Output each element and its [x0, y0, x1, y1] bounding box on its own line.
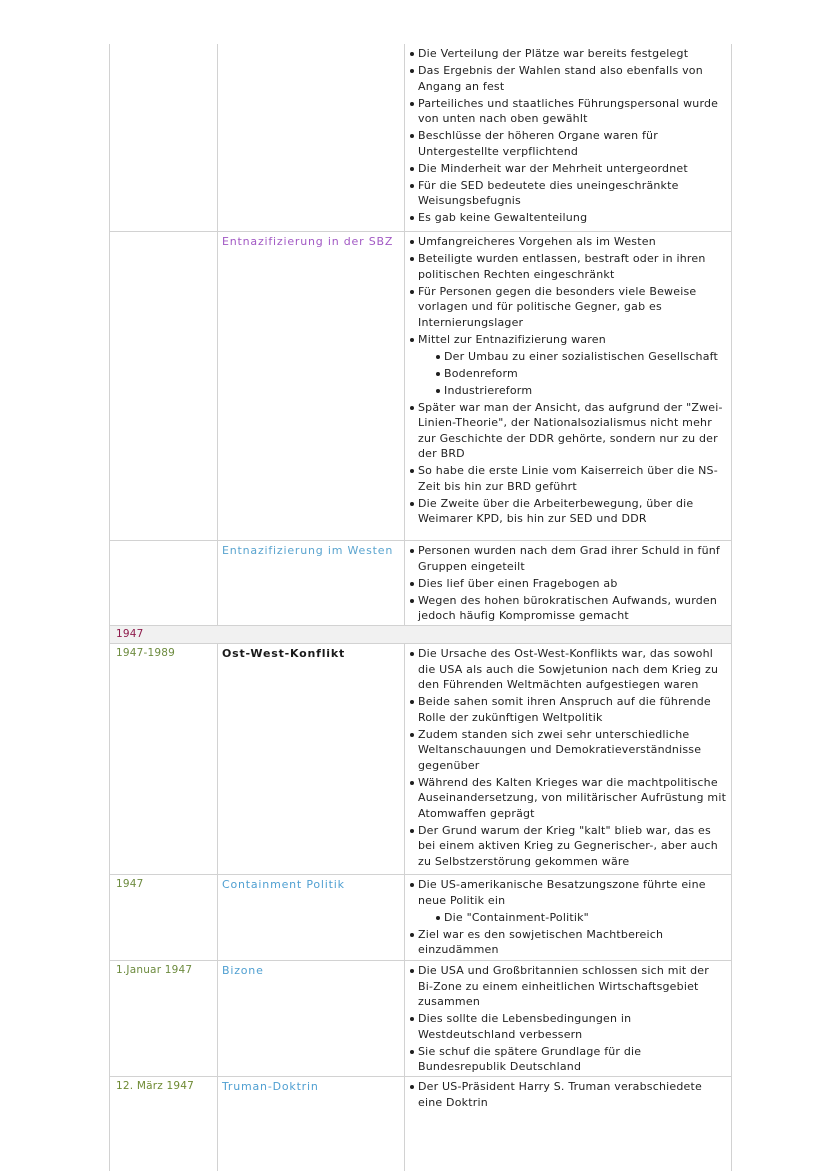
content-cell [405, 44, 731, 231]
sub-list-item: Der Umbau zu einer sozialistischen Gesellschaft [435, 349, 727, 365]
sub-list-item: Die "Containment-Politik" [435, 910, 727, 926]
content-cell [405, 1077, 731, 1171]
table-row [110, 643, 731, 874]
list-item: Dies lief über einen Fragebogen ab [409, 576, 727, 592]
topic-cell [218, 644, 403, 874]
list-item: Dies sollte die Lebensbedingungen in Westdeutschland verbessern [409, 1011, 727, 1042]
sub-list-item: Industriereform [435, 383, 727, 399]
bullet-list [409, 1079, 727, 1110]
date-label: 1947 [116, 878, 144, 890]
bullet-list [409, 646, 727, 869]
content-cell [405, 961, 731, 1076]
list-item: Beteiligte wurden entlassen, bestraft oder in ihren politischen Rechten eingeschränkt [409, 251, 727, 282]
bullet-list [409, 543, 727, 624]
content-cell [405, 875, 731, 960]
list-item: Für die SED bedeutete dies uneingeschränkte Weisungsbefugnis [409, 178, 727, 209]
list-item: Zudem standen sich zwei sehr unterschiedliche Weltanschauungen und Demokratieverständnisse gegenüber [409, 727, 727, 774]
table-row [110, 231, 731, 540]
date-label: 1.Januar 1947 [116, 964, 193, 976]
list-item: Die Verteilung der Plätze war bereits festgelegt [409, 46, 727, 62]
list-item: Die Ursache des Ost-West-Konflikts war, das sowohl die USA als auch die Sowjetunion nach dem Krieg zu den Führenden Weltmächten aufgestiegen waren [409, 646, 727, 693]
list-item: Beide sahen somit ihren Anspruch auf die führende Rolle der zukünftigen Weltpolitik [409, 694, 727, 725]
topic-cell [218, 875, 403, 960]
bullet-list [409, 877, 727, 958]
topic-label: Bizone [222, 964, 264, 977]
list-item: Der US-Präsident Harry S. Truman verabschiedete eine Doktrin [409, 1079, 727, 1110]
date-label: 12. März 1947 [116, 1080, 195, 1092]
topic-label: Entnazifizierung in der SBZ [222, 235, 394, 248]
table-row [110, 540, 731, 625]
list-item: Umfangreicheres Vorgehen als im Westen [409, 234, 727, 250]
list-item: Mittel zur Entnazifizierung waren [409, 332, 727, 348]
table-row [110, 1076, 731, 1171]
topic-cell [218, 1077, 403, 1171]
list-item: Personen wurden nach dem Grad ihrer Schuld in fünf Gruppen eingeteilt [409, 543, 727, 574]
year-label: 1947 [116, 628, 144, 640]
list-item: Die US-amerikanische Besatzungszone führte eine neue Politik ein [409, 877, 727, 908]
list-item: Später war man der Ansicht, das aufgrund der "Zwei-Linien-Theorie", der Nationalsozialismus nicht mehr zur Geschichte der DDR gehörte, sondern nur zu der der BRD [409, 400, 727, 462]
topic-label: Entnazifizierung im Westen [222, 544, 394, 557]
list-item: Es gab keine Gewaltenteilung [409, 210, 727, 226]
list-item: Sie schuf die spätere Grundlage für die Bundesrepublik Deutschland [409, 1044, 727, 1075]
list-item: Das Ergebnis der Wahlen stand also ebenfalls von Angang an fest [409, 63, 727, 94]
topic-label: Truman-Doktrin [222, 1080, 319, 1093]
list-item: Beschlüsse der höheren Organe waren für Untergestellte verpflichtend [409, 128, 727, 159]
content-cell [405, 541, 731, 625]
topic-label: Ost-West-Konflikt [222, 647, 346, 660]
bullet-list [409, 46, 727, 226]
table-row [110, 44, 731, 231]
table-row [110, 874, 731, 960]
list-item: Für Personen gegen die besonders viele Beweise vorlagen und für politische Gegner, gab es Internierungslager [409, 284, 727, 331]
table-row [110, 960, 731, 1076]
topic-cell [218, 961, 403, 1076]
sub-list-item: Bodenreform [435, 366, 727, 382]
year-header-row [110, 625, 731, 643]
list-item: Die Minderheit war der Mehrheit untergeordnet [409, 161, 727, 177]
content-cell [405, 644, 731, 874]
topic-cell [218, 232, 403, 540]
bullet-list [409, 963, 727, 1075]
list-item: Die Zweite über die Arbeiterbewegung, über die Weimarer KPD, bis hin zur SED und DDR [409, 496, 727, 527]
list-item: Parteiliches und staatliches Führungspersonal wurde von unten nach oben gewählt [409, 96, 727, 127]
list-item: Die USA und Großbritannien schlossen sich mit der Bi-Zone zu einem einheitlichen Wirtschaftsgebiet zusammen [409, 963, 727, 1010]
date-label: 1947-1989 [116, 647, 176, 659]
list-item: So habe die erste Linie vom Kaiserreich über die NS-Zeit bis hin zur BRD geführt [409, 463, 727, 494]
bullet-list [409, 234, 727, 527]
list-item: Wegen des hohen bürokratischen Aufwands, wurden jedoch häufig Kompromisse gemacht [409, 593, 727, 624]
topic-cell [218, 541, 403, 625]
content-cell [405, 232, 731, 540]
list-item: Ziel war es den sowjetischen Machtbereich einzudämmen [409, 927, 727, 958]
list-item: Während des Kalten Krieges war die machtpolitische Auseinandersetzung, von militärischer Aufrüstung mit Atomwaffen geprägt [409, 775, 727, 822]
list-item: Der Grund warum der Krieg "kalt" blieb war, das es bei einem aktiven Krieg zu Gegnerischer-, aber auch zu Selbstzerstörung gekommen wäre [409, 823, 727, 870]
history-table [109, 44, 732, 1171]
topic-label: Containment Politik [222, 878, 345, 891]
